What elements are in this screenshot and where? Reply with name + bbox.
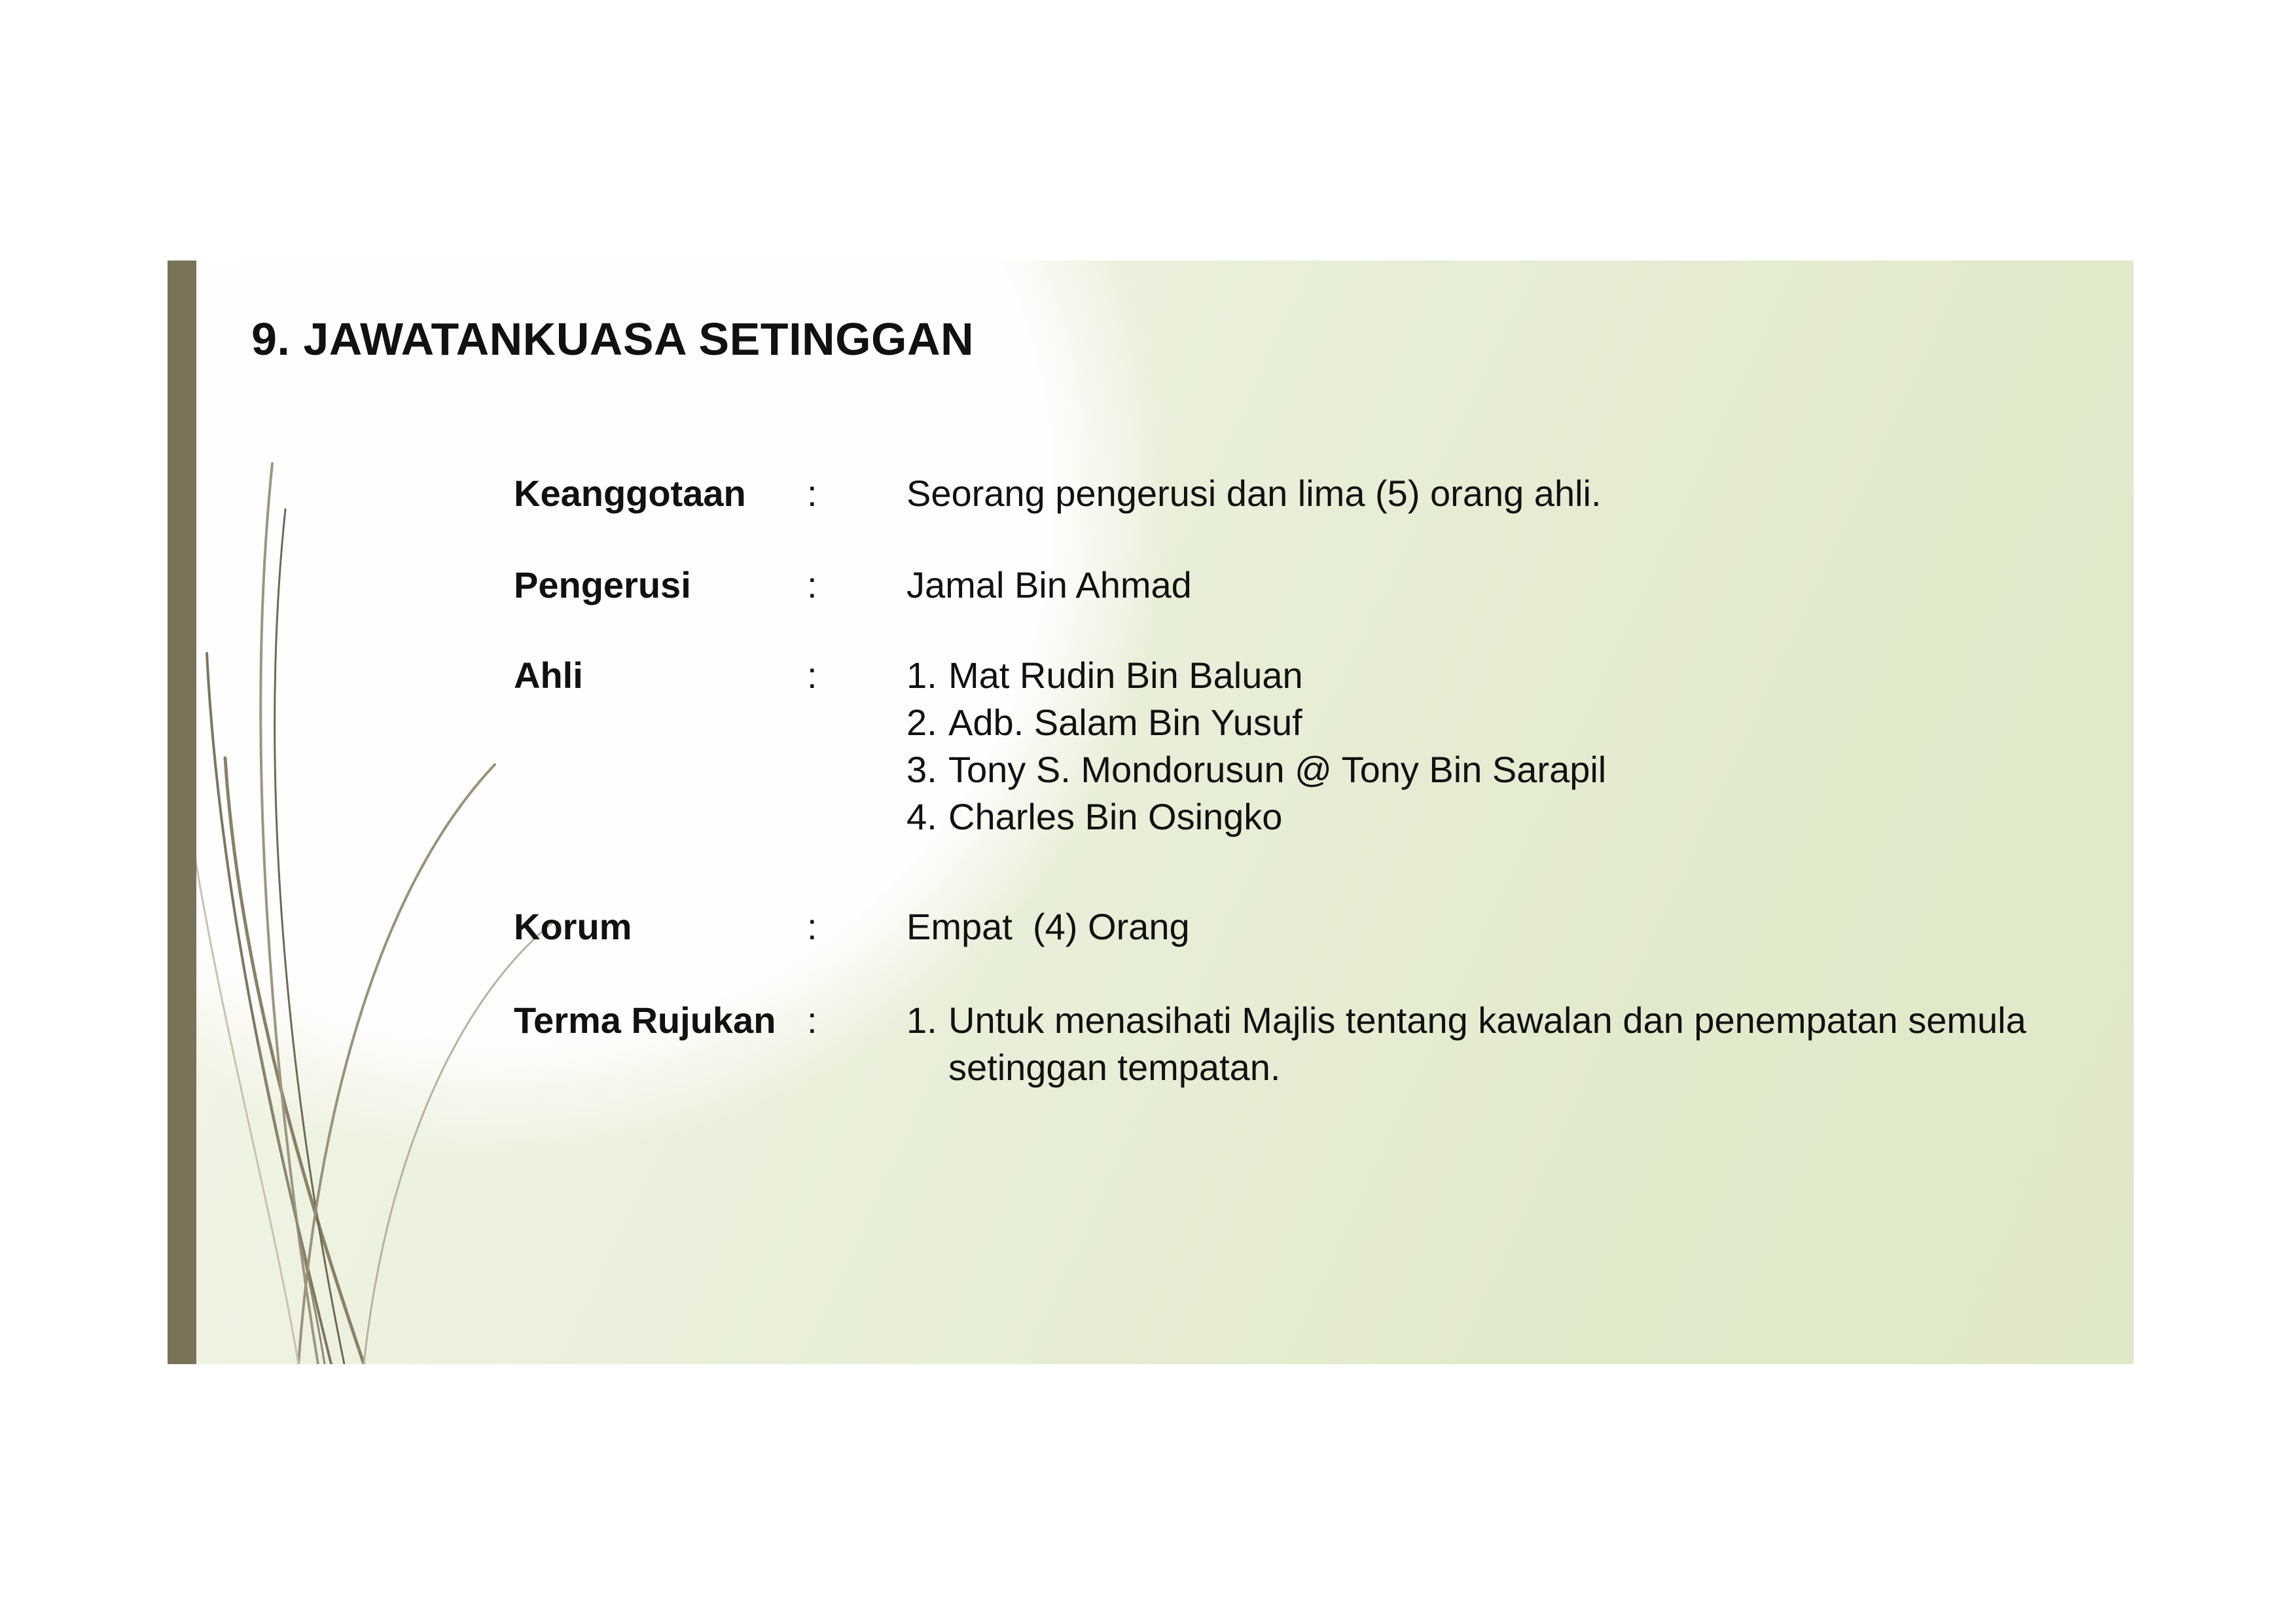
list-item: 4. Charles Bin Osingko: [906, 796, 1283, 837]
row-separator: :: [807, 655, 817, 696]
reference-list: [906, 997, 2111, 1091]
list-item: 3. Tony S. Mondorusun @ Tony Bin Sarapil: [906, 749, 1607, 790]
list-item: 2. Adb. Salam Bin Yusuf: [906, 702, 1302, 743]
side-accent-bar: [168, 261, 196, 1364]
row-label: Pengerusi: [514, 564, 691, 605]
row-value: Jamal Bin Ahmad: [906, 564, 1192, 605]
row-separator: :: [807, 473, 817, 514]
row-separator: :: [807, 564, 817, 605]
row-separator: :: [807, 906, 817, 947]
member-list: [906, 652, 2111, 840]
slide: [168, 261, 2134, 1364]
page-title: 9. JAWATANKUASA SETINGGAN: [251, 314, 975, 365]
row-label: Terma Rujukan: [514, 1000, 776, 1041]
row-label: Ahli: [514, 655, 583, 696]
list-item: 1. Mat Rudin Bin Baluan: [906, 655, 1303, 696]
row-separator: :: [807, 1000, 817, 1041]
row-label: Keanggotaan: [514, 473, 746, 514]
row-value: Empat (4) Orang: [906, 906, 1190, 947]
row-value: Seorang pengerusi dan lima (5) orang ahli.: [906, 473, 1602, 514]
row-label: Korum: [514, 906, 632, 947]
list-item: 1. Untuk menasihati Majlis tentang kawalan dan penempatan semula setinggan tempatan.: [906, 1000, 2026, 1088]
